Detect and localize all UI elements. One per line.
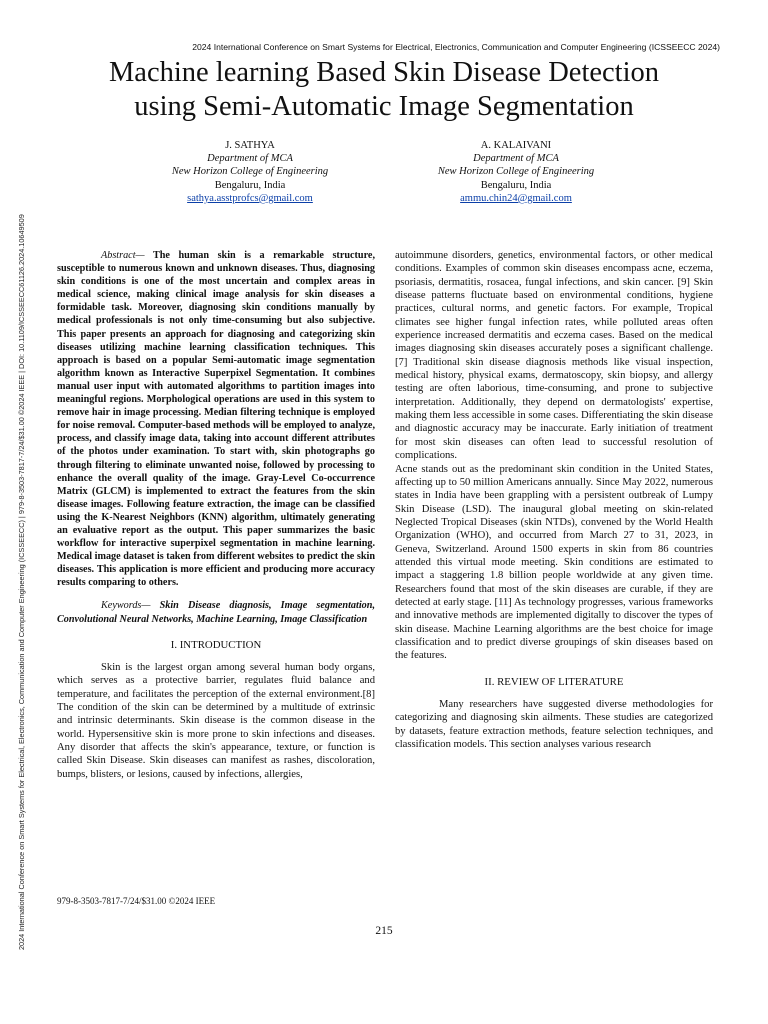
author-name: A. KALAIVANI <box>480 140 552 151</box>
right-column <box>395 249 713 751</box>
author-email-link[interactable]: sathya.asstprofcs@gmail.com <box>187 192 313 204</box>
keywords <box>57 599 375 625</box>
title-line-2: using Semi-Automatic Image Segmentation <box>134 91 634 122</box>
footer-copyright: 979-8-3503-7817-7/24/$31.00 ©2024 IEEE <box>57 896 216 906</box>
keywords-label: Keywords— <box>101 600 151 612</box>
author-block-2 <box>396 139 636 205</box>
intro-paragraph-continued: autoimmune disorders, genetics, environmental factors, or other medical conditions. Examples of common skin diseases encompass acne, eczema, psoriasis, dermatitis, rosacea, fungal infections, and skin cancer. [9] Skin disease patterns fluctuate based on environmental conditions, hygiene practices, cultural norms, and genetic factors. For example, Tropical climates see higher fungal infection rates, while polluted areas often experience increased dermatitis and eczema cases. Based on the medical images diagnosing skin diseases accurately poses a significant challenge. [7] Traditional skin disease diagnosis methods like visual inspection, medical history, physical exams, dermatoscopy, skin biopsy, and allergy testing are often laborious, time-consuming, and prone to subjective interpretation. Additionally, they depend on dermatologists' expertise, making them less accessible in some cases. Differentiating the skin disease and diagnostic accuracy may be inaccurate. Early initiation of treatment for most skin diseases can often lead to successful resolution of complications. <box>395 250 713 462</box>
author-college: New Horizon College of Engineering <box>171 166 329 178</box>
literature-paragraph: Many researchers have suggested diverse methodologies for categorizing and diagnosing skin ailments. These studies are categorized by datasets, feature extraction methods, feature selection techniques, and classification models. This section analyses various research <box>395 699 713 751</box>
author-city: Bengaluru, India <box>214 179 286 191</box>
conference-header: 2024 International Conference on Smart Systems for Electrical, Electronics, Communication and Computer Engineering (ICSSEECC 2024) <box>192 42 720 52</box>
author-department: Department of MCA <box>473 153 559 165</box>
section-heading-literature: II. REVIEW OF LITERATURE <box>484 675 624 688</box>
title-line-1: Machine learning Based Skin Disease Detection <box>108 57 660 88</box>
paper-title <box>70 56 698 124</box>
doi-sidebar-text: 2024 International Conference on Smart Systems for Electrical, Electronics, Communication and Computer Engineering (ICSSEECC) | 979-8-3503-7817-7/24/$31.00 ©2024 IEEE | DOI: 10.1109/ICSSEECC61126.2024.10649509 <box>17 214 26 950</box>
abstract <box>57 249 375 589</box>
intro-paragraph: Skin is the largest organ among several human body organs, which serves as a protective barrier, regulates fluid balance and temperature, and facilitates the perception of the external environment.[8] The condition of the skin can be determined by a multitude of extrinsic and intrinsic determinants. Skin disease is the common disease in the world. Hypersensitive skin is more prone to skin infections and diseases. Any disorder that affects the skin's appearance, texture, or function is called Skin Disease. Skin diseases can manifest as rashes, discoloration, bumps, blisters, or lesions, caused by infections, allergies, <box>57 661 375 780</box>
left-column <box>57 249 375 781</box>
intro-paragraph-2: Acne stands out as the predominant skin condition in the United States, affecting up to 50 million Americans annually. Since May 2022, numerous states in India have been grappling with a persistent outbreak of Lumpy Skin Disease (LSD). The inaugural global meeting on skin-related Neglected Tropical Diseases (skin NTDs), convened by the World Health Organization (WHO), and occurred from March 27 to 31, 2023, in Geneva, Switzerland. Around 1500 experts in skin from 86 countries attended this virtual mode meeting. Skin conditions are estimated to impact a staggering 1.8 billion people worldwide at any given time. Researchers found that most of the skin diseases are curable, if they are detected at early stage. [11] As technology progresses, various frameworks and innovative methods are implemented digitally to discover the types of skin disease. Machine Learning algorithms are the best choice for image classification and to predict diverse groupings of skin diseases based on the features. <box>395 463 713 662</box>
author-name: J. SATHYA <box>225 140 275 151</box>
page-number: 215 <box>375 925 393 937</box>
author-city: Bengaluru, India <box>480 179 552 191</box>
author-block-1 <box>130 139 370 205</box>
author-college: New Horizon College of Engineering <box>437 166 595 178</box>
doi-sidebar <box>10 70 24 950</box>
section-heading-introduction: I. INTRODUCTION <box>170 638 262 651</box>
author-department: Department of MCA <box>207 153 293 165</box>
abstract-text: The human skin is a remarkable structure, susceptible to numerous known and unknown diseases. Thus, diagnosing skin conditions is one of the most uncertain and complex areas in medical science, making clinical image analysis for skin diseases a formidable task. Moreover, diagnosing skin conditions manually by medical professionals is not only time-consuming but also subjective. This paper presents an approach for diagnosing and categorizing skin diseases utilizing machine learning classification techniques. This approach is based on a popular Semi-automatic image segmentation algorithm known as Interactive Superpixel Segmentation. It combines manual user input with automated algorithms to partition images into meaningful regions. Morphological operations are used in this system to remove hair in image processing. Median filtering technique is employed for noise removal. Computer-based methods will be employed to analyze, process, and classify image data, taking into account different attributes of the photos under examination. To start with, skin photographs go through filtering to eliminate unwanted noise, followed by processing to enhance the overall quality of the image. Gray-Level Co-occurrence Matrix (GLCM) is implemented to extract the features from the skin disease images. Following feature extraction, the image can be classified using the K-Nearest Neighbors (KNN) algorithm, ultimately generating an evaluative report as the output. This paper summarizes the basic workflow for interactive superpixel segmentation in machine learning. Medical image dataset is taken from different websites to predict the skin diseases. This application is more efficient and producing more accuracy results comparing to others. <box>57 250 375 589</box>
author-email-link[interactable]: ammu.chin24@gmail.com <box>460 192 572 204</box>
keywords-text: Skin Disease diagnosis, Image segmentation, Convolutional Neural Networks, Machine Learning, Image Classification <box>57 600 375 625</box>
abstract-label: Abstract— <box>101 250 145 261</box>
